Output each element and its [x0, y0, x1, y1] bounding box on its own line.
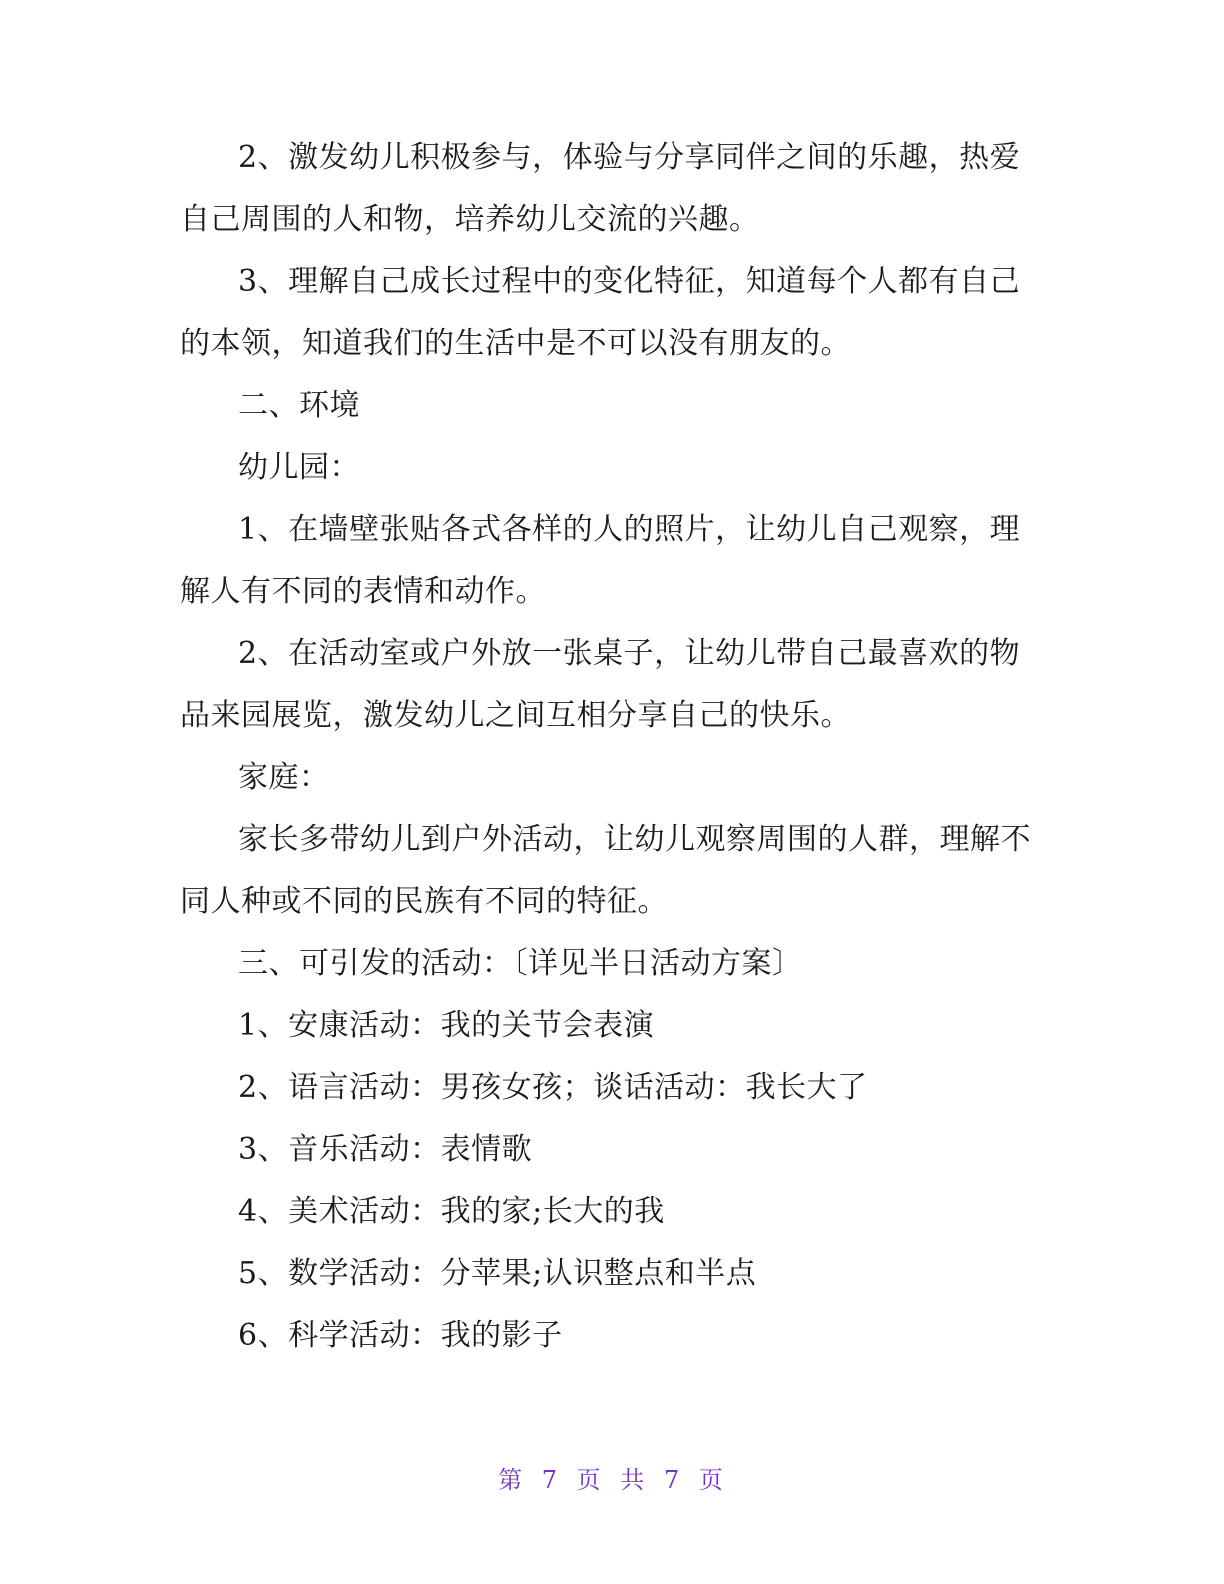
section-heading-activities: 三、可引发的活动：〔详见半日活动方案〕 [238, 946, 803, 981]
paragraph-family: 家长多带幼儿到户外活动，让幼儿观察周围的人群，理解不同人种或不同的民族有不同的特征。 [180, 822, 1031, 919]
paragraph-kindergarten-1: 1、在墙壁张贴各式各样的人的照片，让幼儿自己观察，理解人有不同的表情和动作。 [180, 512, 1021, 609]
activity-item-art: 4、美术活动：我的家;长大的我 [238, 1194, 665, 1229]
activity-item-science: 6、科学活动：我的影子 [238, 1318, 563, 1353]
paragraph-goal-3: 3、理解自己成长过程中的变化特征，知道每个人都有自己的本领，知道我们的生活中是不可以没有朋友的。 [180, 264, 1021, 361]
section-heading-environment: 二、环境 [238, 388, 360, 423]
paragraph-goal-2: 2、激发幼儿积极参与，体验与分享同伴之间的乐趣，热爱自己周围的人和物，培养幼儿交流的兴趣。 [180, 140, 1021, 237]
subheading-family: 家庭： [238, 760, 330, 795]
activity-item-math: 5、数学活动：分苹果;认识整点和半点 [238, 1256, 757, 1291]
document-body [180, 127, 1040, 1367]
activity-item-health: 1、安康活动：我的关节会表演 [238, 1008, 655, 1043]
activity-item-language: 2、语言活动：男孩女孩；谈话活动：我长大了 [238, 1070, 868, 1105]
activity-item-music: 3、音乐活动：表情歌 [238, 1132, 533, 1167]
subheading-kindergarten: 幼儿园： [238, 450, 360, 485]
page-number-footer: 第 7 页 共 7 页 [498, 1466, 726, 1494]
paragraph-kindergarten-2: 2、在活动室或户外放一张桌子，让幼儿带自己最喜欢的物品来园展览，激发幼儿之间互相分享自己的快乐。 [180, 636, 1021, 733]
